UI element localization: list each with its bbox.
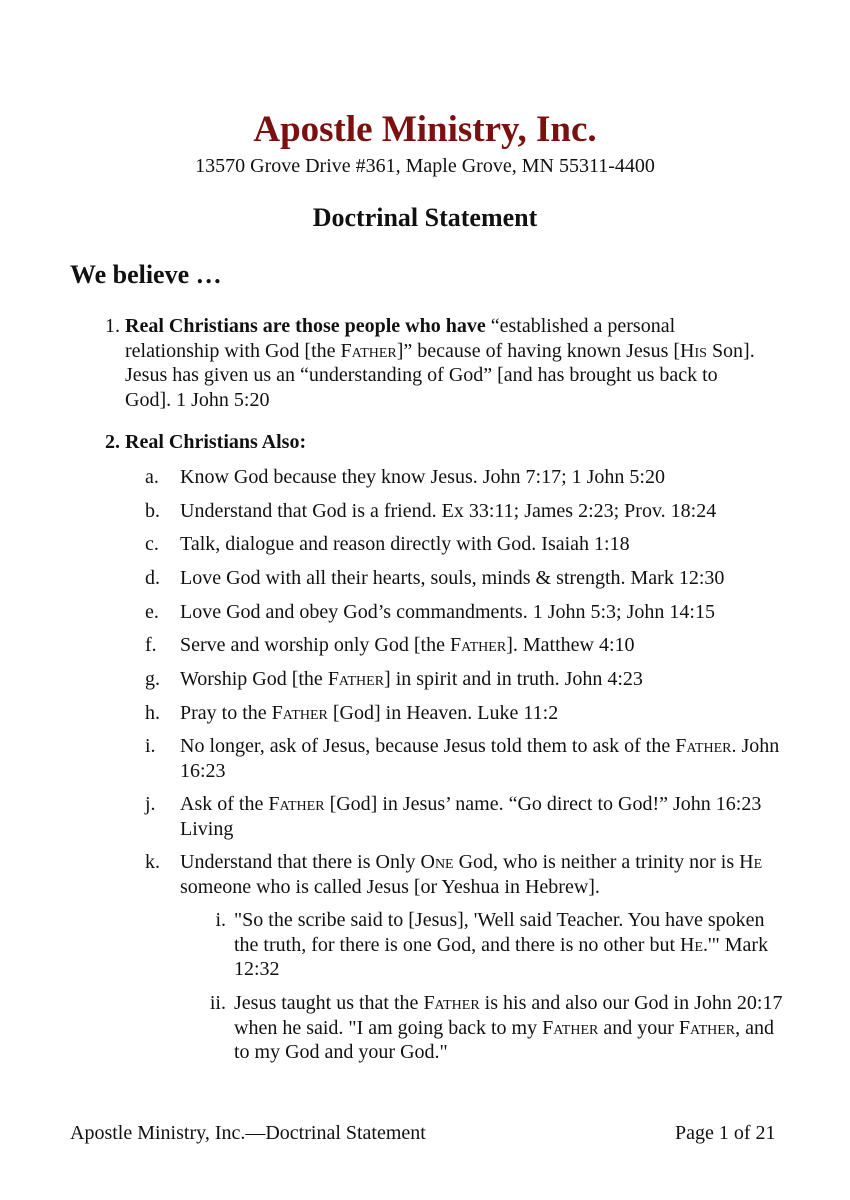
sub-item-i: i. No longer, ask of Jesus, because Jesus told them to ask of the Father. John 16:23 (145, 735, 780, 782)
sub-item-h: h. Pray to the Father [God] in Heaven. Luke 11:2 (145, 702, 559, 724)
sub-sub-item-ii: ii. Jesus taught us that the Father is his and also our God in John 20:17 when he said. "I am going back to my Father and your Father, and to my God and your God." (209, 992, 783, 1063)
item-number: 2. (105, 431, 120, 453)
sub-item-b: b. Understand that God is a friend. Ex 33:11; James 2:23; Prov. 18:24 (145, 500, 717, 522)
footer-title: Apostle Ministry, Inc.—Doctrinal Statement (70, 1122, 426, 1144)
sub-item-j: j. Ask of the Father [God] in Jesus’ name. “Go direct to God!” John 16:23 Living (145, 793, 762, 840)
list-item-1 (105, 314, 765, 412)
sub-item-a: a. Know God because they know Jesus. John 7:17; 1 John 5:20 (145, 466, 665, 488)
sub-item-k: k. Understand that there is Only One God, who is neither a trinity nor is He someone who is called Jesus [or Yeshua in Hebrew]. (145, 851, 763, 898)
sub-item-g: g. Worship God [the Father] in spirit and in truth. John 4:23 (145, 668, 643, 690)
sub-sub-item-i: i. "So the scribe said to [Jesus], 'Well said Teacher. You have spoken the truth, for there is one God, and there is no other but He.'" Mark 12:32 (215, 909, 769, 980)
item-number: 1. (105, 315, 120, 337)
sub-item-f: f. Serve and worship only God [the Father]. Matthew 4:10 (145, 634, 635, 656)
page-number: Page 1 of 21 (675, 1122, 776, 1144)
document-title: Doctrinal Statement (312, 203, 538, 232)
sub-item-c: c. Talk, dialogue and reason directly with God. Isaiah 1:18 (145, 533, 630, 555)
org-address: 13570 Grove Drive #361, Maple Grove, MN 55311-4400 (195, 155, 655, 177)
sub-item-d: d. Love God with all their hearts, souls, minds & strength. Mark 12:30 (145, 567, 725, 589)
item-heading: Real Christians Also: (125, 431, 307, 453)
sub-item-e: e. Love God and obey God’s commandments. 1 John 5:3; John 14:15 (145, 601, 715, 623)
section-heading: We believe … (70, 260, 222, 289)
item-text: Real Christians are those people who have “established a personal relationship with God [the Father]” because of having known Jesus [His Son]. Jesus has given us an “understanding of God” [and has brought us back to God]. 1 John 5:20 (125, 315, 755, 411)
org-title: Apostle Ministry, Inc. (253, 109, 597, 150)
list-item-2 (105, 430, 765, 455)
